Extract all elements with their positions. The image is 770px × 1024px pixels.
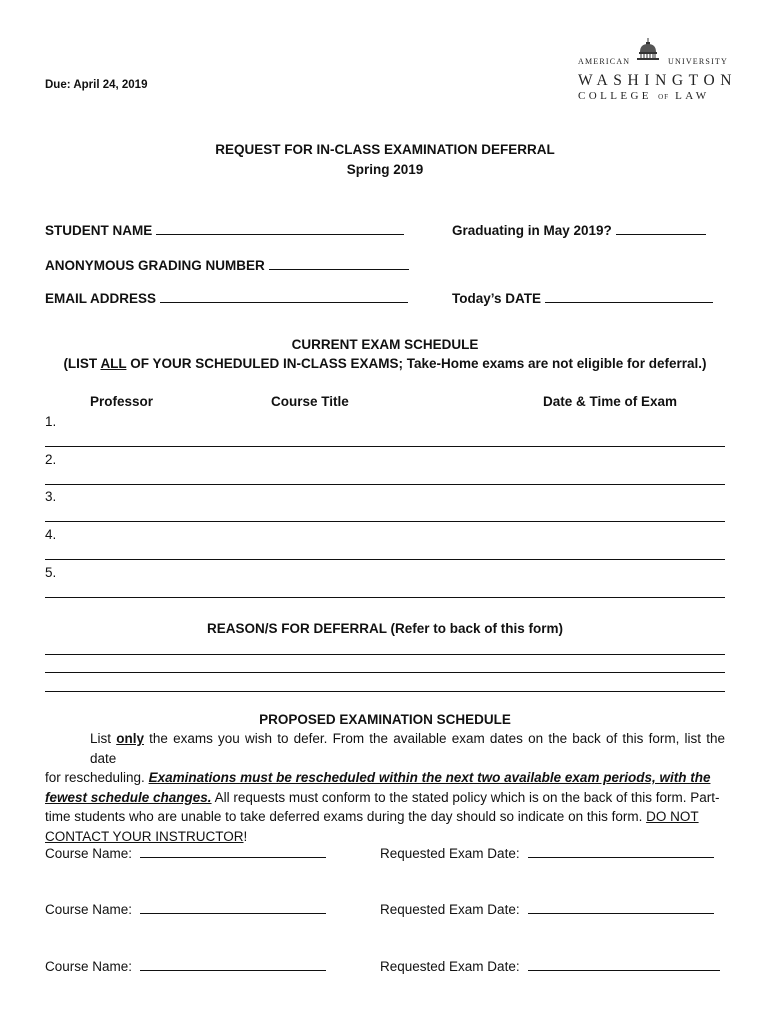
- column-header-course-title: Course Title: [271, 394, 349, 409]
- proposed-schedule-heading: PROPOSED EXAMINATION SCHEDULE: [259, 712, 511, 727]
- due-date: Due: April 24, 2019: [45, 79, 148, 91]
- schedule-row-line[interactable]: [45, 446, 725, 447]
- schedule-row-line[interactable]: [45, 597, 725, 598]
- schedule-note: (LIST ALL OF YOUR SCHEDULED IN-CLASS EXAMS; Take-Home exams are not eligible for deferral.): [63, 356, 707, 371]
- course-name-field[interactable]: Course Name:: [45, 901, 326, 917]
- schedule-row-number: 3.: [45, 489, 57, 504]
- column-header-date-time: Date & Time of Exam: [543, 394, 678, 409]
- schedule-row-number: 1.: [45, 414, 57, 429]
- current-exam-schedule-heading: CURRENT EXAM SCHEDULE: [291, 337, 479, 352]
- course-name-field[interactable]: Course Name:: [45, 845, 326, 861]
- email-address-field[interactable]: EMAIL ADDRESS: [45, 290, 408, 306]
- student-name-field[interactable]: STUDENT NAME: [45, 222, 404, 238]
- reasons-heading: REASON/S FOR DEFERRAL (Refer to back of this form): [206, 621, 564, 636]
- form-title: REQUEST FOR IN-CLASS EXAMINATION DEFERRAL: [215, 142, 555, 157]
- requested-exam-date-field[interactable]: Requested Exam Date:: [380, 958, 720, 974]
- form-subtitle: Spring 2019: [346, 162, 424, 177]
- proposed-instructions: List only the exams you wish to defer. From the available exam dates on the back of this form, list the date for rescheduling. Examinations must be rescheduled within the next two available exam periods, with the fewest schedule changes. All requests must conform to the stated policy which is on the back of this form. Part- time students who are unable to take deferred exams during the day should so indicate on this form. DO NOT CONTACT YOUR INSTRUCTOR!: [45, 731, 725, 844]
- requested-exam-date-field[interactable]: Requested Exam Date:: [380, 845, 714, 861]
- university-logo: AMERICAN UNIVERSITY WASHINGTON COLLEGE OF LAW: [560, 38, 736, 108]
- anonymous-grading-number-field[interactable]: ANONYMOUS GRADING NUMBER: [45, 257, 409, 273]
- requested-exam-date-field[interactable]: Requested Exam Date:: [380, 901, 714, 917]
- reason-line[interactable]: [45, 691, 725, 692]
- reason-line[interactable]: [45, 672, 725, 673]
- graduating-field[interactable]: Graduating in May 2019?: [452, 222, 706, 238]
- schedule-row-number: 2.: [45, 452, 57, 467]
- schedule-row-number: 5.: [45, 565, 57, 580]
- todays-date-field[interactable]: Today’s DATE: [452, 290, 713, 306]
- column-header-professor: Professor: [90, 394, 154, 409]
- course-name-field[interactable]: Course Name:: [45, 958, 326, 974]
- schedule-row-line[interactable]: [45, 521, 725, 522]
- schedule-row-line[interactable]: [45, 559, 725, 560]
- schedule-row-line[interactable]: [45, 484, 725, 485]
- schedule-row-number: 4.: [45, 527, 57, 542]
- reason-line[interactable]: [45, 654, 725, 655]
